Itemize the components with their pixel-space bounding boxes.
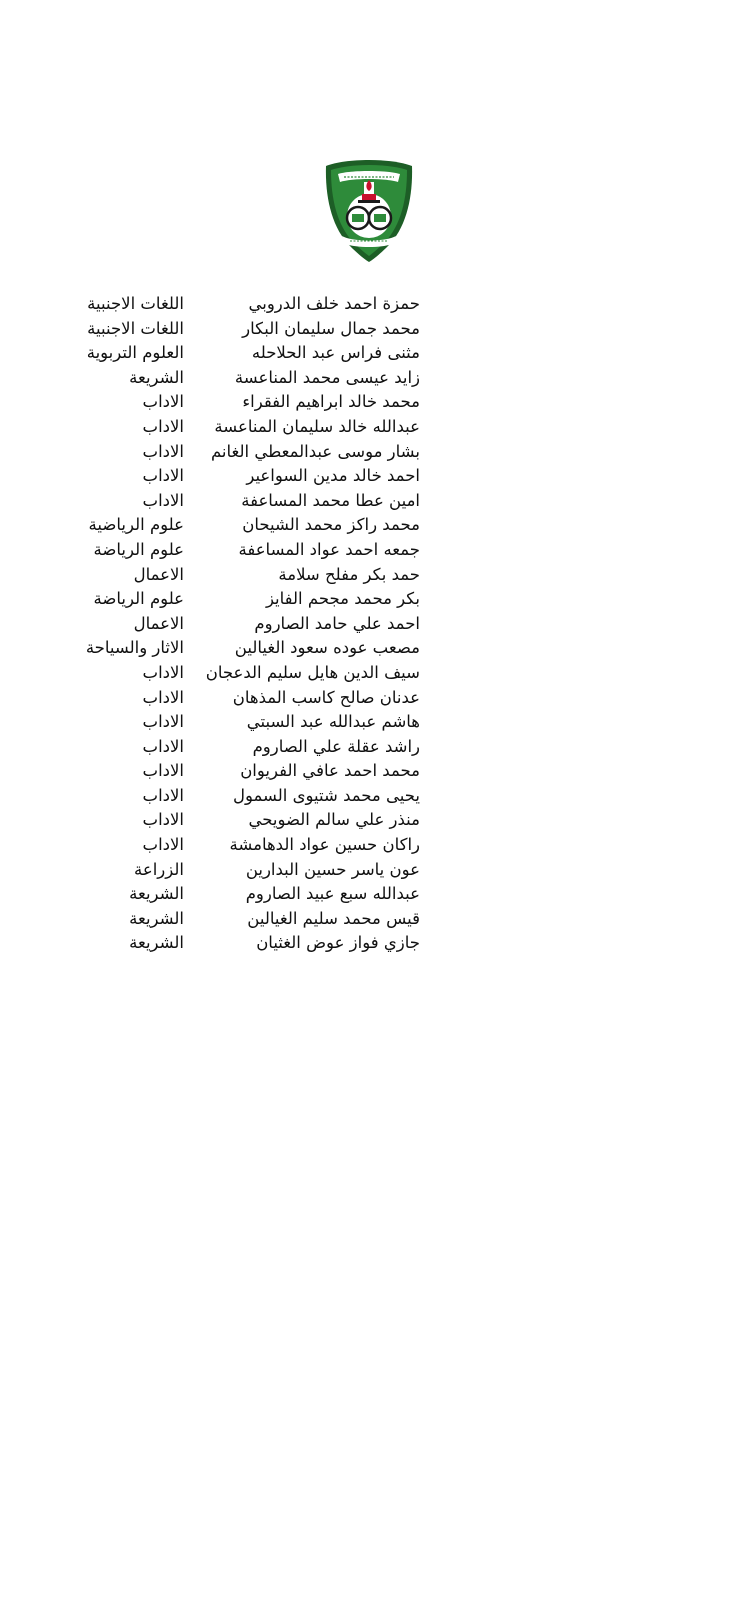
list-item [60,759,420,784]
list-item [60,292,420,317]
list-item [60,710,420,735]
student-faculty: الاداب [142,736,184,756]
list-item [60,661,420,686]
list-item [60,563,420,588]
student-name: بشار موسى عبدالمعطي الغانم [210,441,420,461]
list-item [60,366,420,391]
list-item [60,440,420,465]
student-name: حمزة احمد خلف الدروبي [248,294,420,313]
student-faculty: الشريعة [129,908,184,928]
student-name: حمد بكر مفلح سلامة [278,564,420,584]
student-faculty: الاداب [142,687,184,707]
student-faculty: اللغات الاجنبية [87,318,184,338]
student-faculty: الشريعة [129,367,184,387]
list-item [60,735,420,760]
student-name: مثنى فراس عبد الحلاحله [251,343,420,363]
student-name: هاشم عبدالله عبد السبتي [246,712,420,732]
student-name: زايد عيسى محمد المناعسة [234,367,420,387]
student-faculty: الاثار والسياحة [85,638,184,658]
list-item [60,587,420,612]
list-item [60,513,420,538]
list-item [60,858,420,883]
student-faculty: العلوم التربوية [86,343,184,363]
list-item [60,882,420,907]
student-name: قيس محمد سليم الغيالين [247,908,420,928]
student-faculty: علوم الرياضة [93,589,184,609]
list-item [60,907,420,932]
student-faculty: الاداب [142,490,184,510]
student-name: سيف الدين هايل سليم الدعجان [205,662,420,682]
student-name: محمد راكز محمد الشيحان [242,515,420,535]
student-name: عبدالله سبع عبيد الصاروم [245,884,420,904]
student-faculty: الاعمال [133,613,184,633]
list-item [60,686,420,711]
student-faculty: الاداب [142,761,184,781]
list-item [60,317,420,342]
student-faculty: الاداب [142,785,184,805]
list-item [60,931,420,956]
student-name: يحيى محمد شتيوى السمول [232,785,420,805]
student-name: عدنان صالح كاسب المذهان [232,687,420,707]
student-faculty: الشريعة [129,933,184,953]
student-name: محمد جمال سليمان البكار [242,318,420,338]
student-faculty: الاداب [142,392,184,412]
list-item [60,390,420,415]
student-name: امين عطا محمد المساعفة [241,490,420,510]
student-name: راشد عقلة علي الصاروم [252,736,420,756]
student-name: منذر علي سالم الضويحي [248,810,420,830]
student-name: احمد خالد مدين السواعير [246,466,420,486]
student-faculty: الاداب [142,416,184,436]
student-faculty: الاداب [142,835,184,855]
student-faculty: الزراعة [134,859,184,879]
student-name: مصعب عوده سعود الغيالين [234,638,420,658]
student-faculty: الاداب [142,662,184,682]
list-item [60,833,420,858]
student-faculty: الاداب [142,712,184,732]
student-name: جمعه احمد عواد المساعفة [238,539,420,559]
student-name: احمد علي حامد الصاروم [254,613,420,633]
student-faculty: الاداب [142,441,184,461]
list-item [60,464,420,489]
list-item [60,415,420,440]
student-name: راكان حسين عواد الدهامشة [229,835,420,855]
shield-icon [322,158,416,264]
student-name: جازي فواز عوض الغثيان [256,933,420,953]
student-faculty: علوم الرياضة [93,539,184,559]
student-name: عون ياسر حسين البدارين [245,859,420,879]
list-item [60,808,420,833]
student-name: محمد خالد ابراهيم الفقراء [242,392,420,412]
list-item [60,636,420,661]
list-item [60,489,420,514]
student-faculty: الاداب [142,466,184,486]
student-faculty: الاعمال [133,564,184,584]
student-faculty: الشريعة [129,884,184,904]
list-item [60,784,420,809]
student-faculty: الاداب [142,810,184,830]
student-faculty: علوم الرياضية [88,515,184,535]
list-item [60,538,420,563]
student-name: عبدالله خالد سليمان المناعسة [214,416,420,436]
student-name: بكر محمد مجحم الفايز [265,589,420,609]
list-item [60,612,420,637]
list-item [60,341,420,366]
student-faculty: اللغات الاجنبية [87,294,184,313]
university-emblem-logo [322,158,416,264]
student-list [60,292,420,956]
student-name: محمد احمد عافي الفريوان [240,761,420,781]
